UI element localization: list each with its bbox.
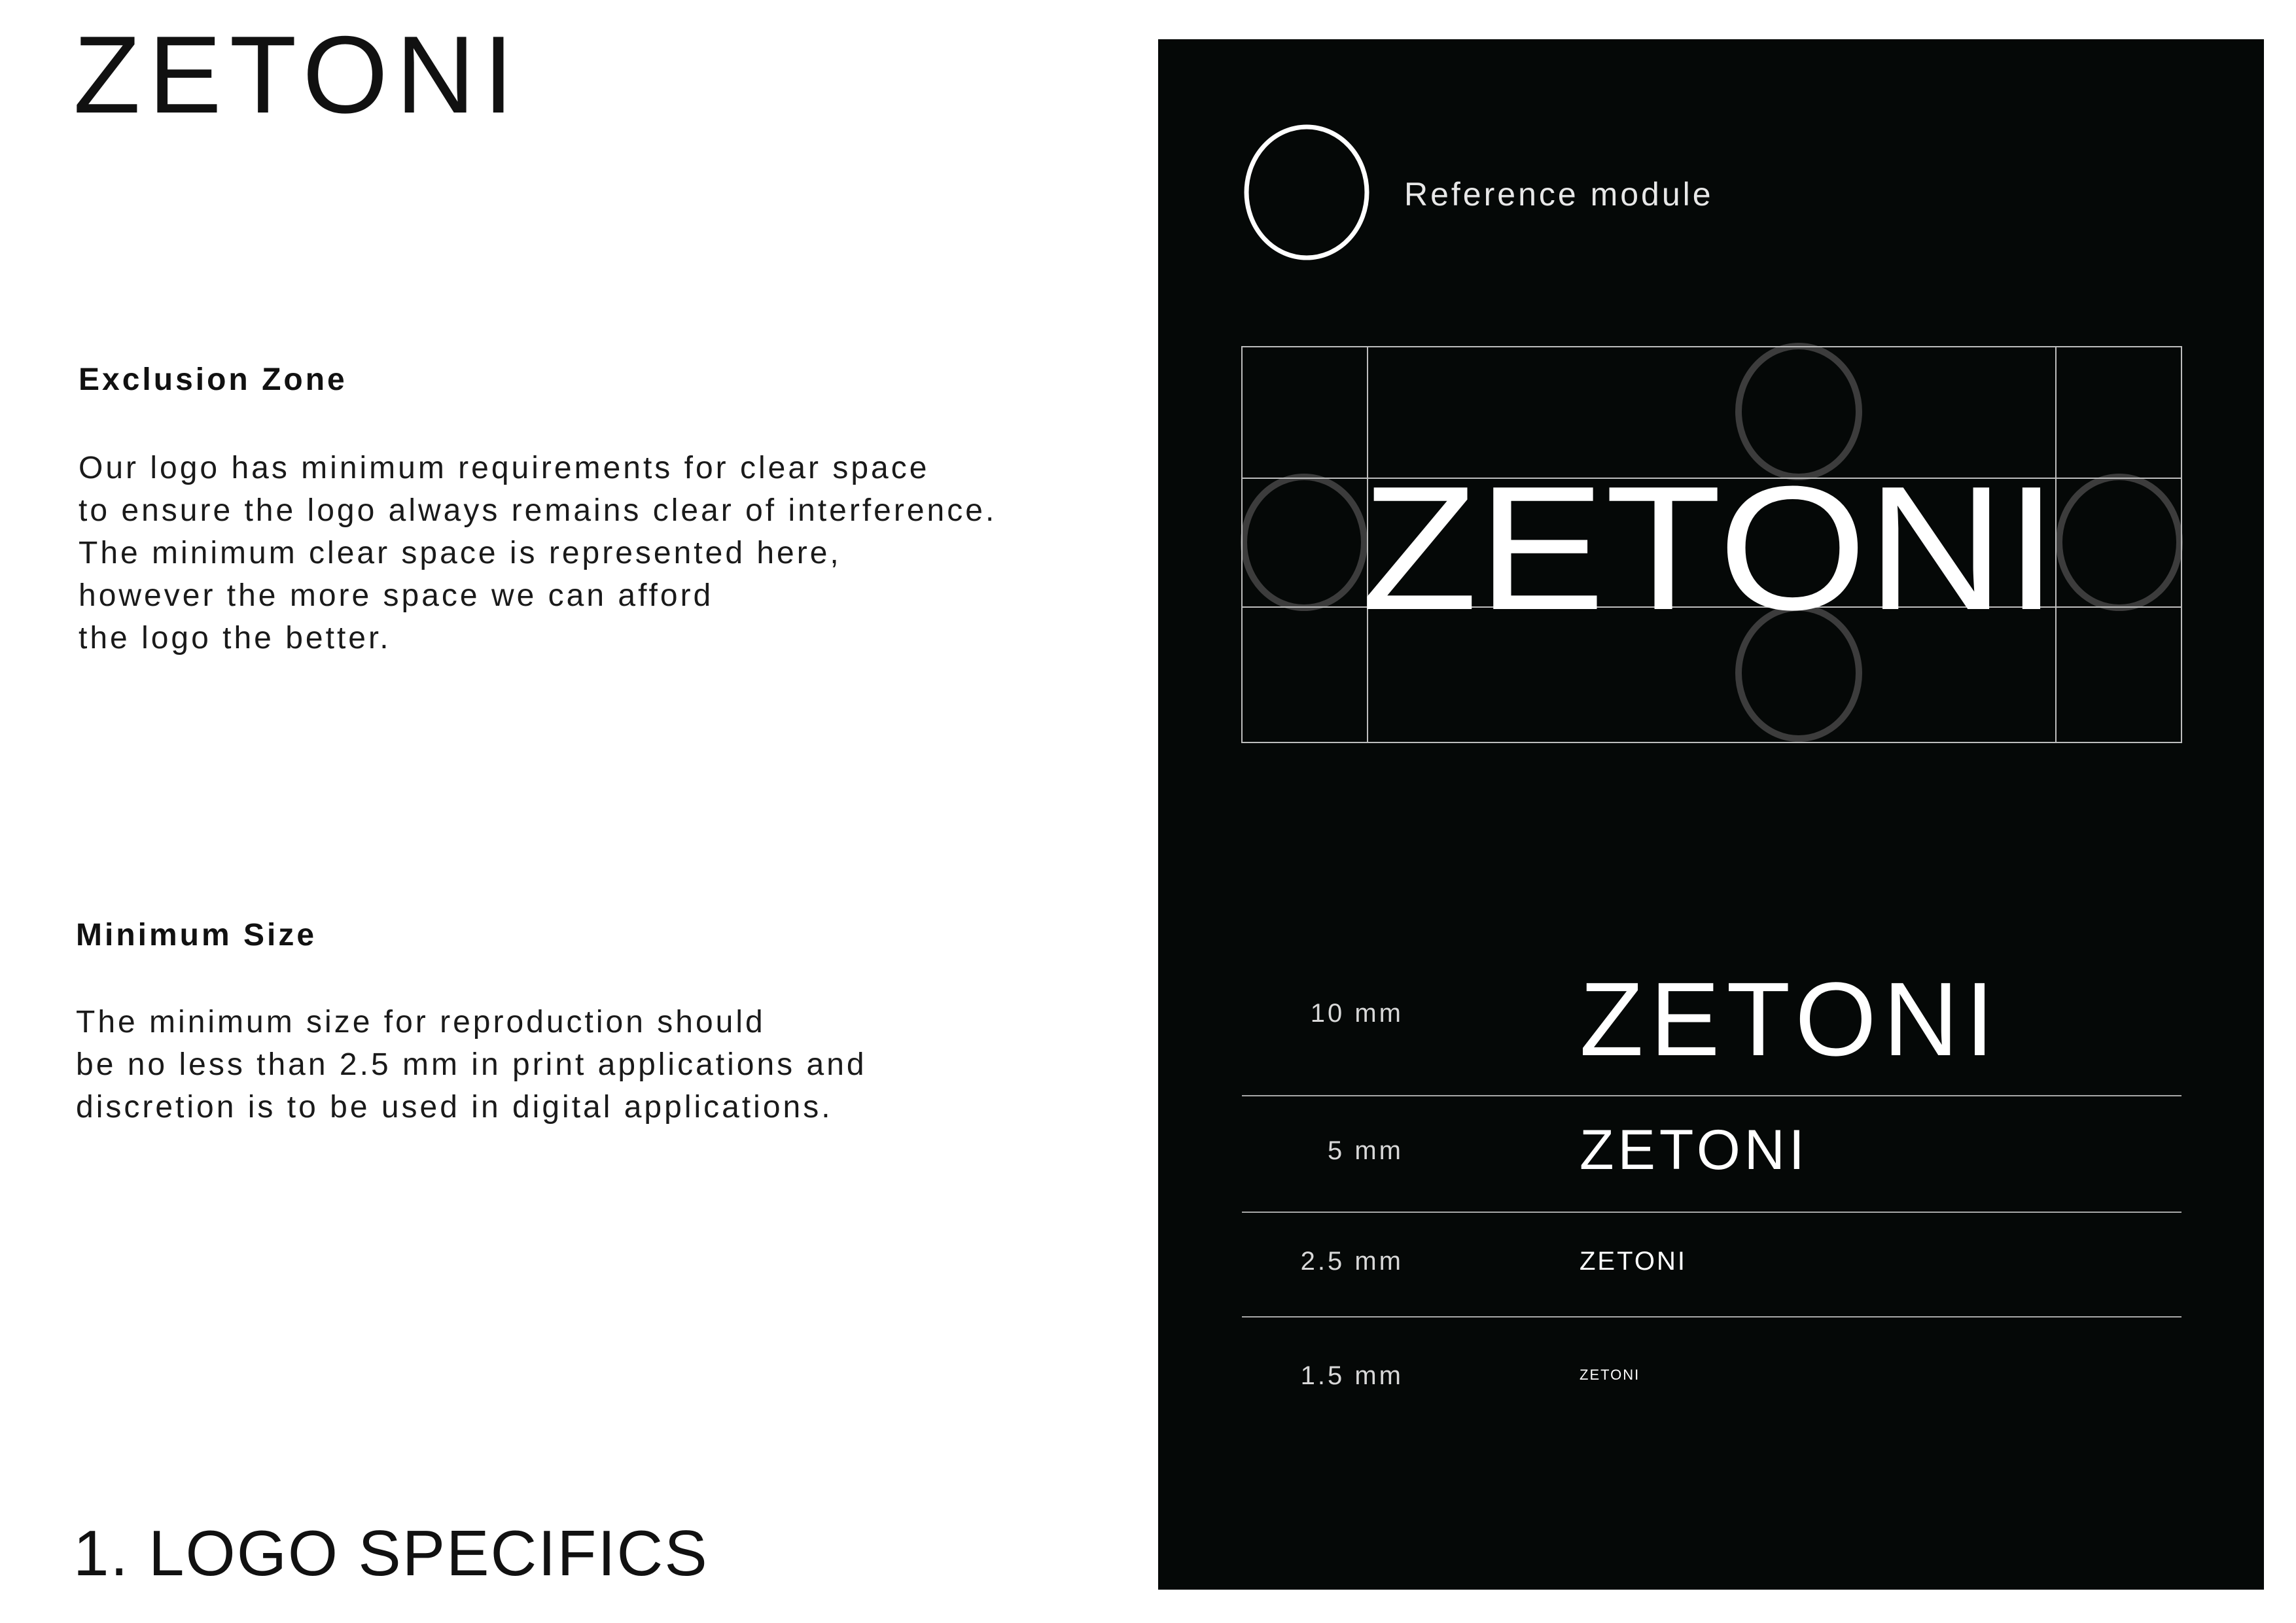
size-label-5mm: 5 mm bbox=[1328, 1136, 1404, 1165]
reference-module-circle bbox=[1246, 127, 1367, 258]
page-section-title: 1. LOGO SPECIFICS bbox=[73, 1517, 709, 1589]
module-circle-right bbox=[2059, 477, 2180, 608]
logo-sample-10mm: ZETONI bbox=[1580, 960, 2001, 1077]
size-label-2-5mm: 2.5 mm bbox=[1300, 1247, 1404, 1276]
logo-sample-2-5mm: ZETONI bbox=[1580, 1247, 1687, 1276]
minimum-size-heading: Minimum Size bbox=[76, 918, 317, 952]
exclusion-zone-body: Our logo has minimum requirements for clear space to ensure the logo always remains clear of interference. The minimum clear space is represented here, however the more space we can afford the logo the better. bbox=[79, 451, 997, 655]
size-label-1-5mm: 1.5 mm bbox=[1300, 1361, 1404, 1390]
logo-sample-1-5mm: ZETONI bbox=[1580, 1367, 1640, 1383]
exclusion-zone-heading: Exclusion Zone bbox=[79, 362, 347, 397]
size-label-10mm: 10 mm bbox=[1310, 999, 1404, 1028]
reference-module-label: Reference module bbox=[1404, 176, 1714, 213]
minimum-size-body: The minimum size for reproduction should be no less than 2.5 mm in print applications and discretion is to be used in digital applications. bbox=[76, 1005, 867, 1125]
brand-wordmark-title: ZETONI bbox=[73, 13, 521, 136]
logo-sample-5mm: ZETONI bbox=[1580, 1119, 1809, 1181]
exclusion-zone-logo: ZETONI bbox=[1361, 450, 2058, 647]
module-circle-left bbox=[1244, 477, 1364, 608]
